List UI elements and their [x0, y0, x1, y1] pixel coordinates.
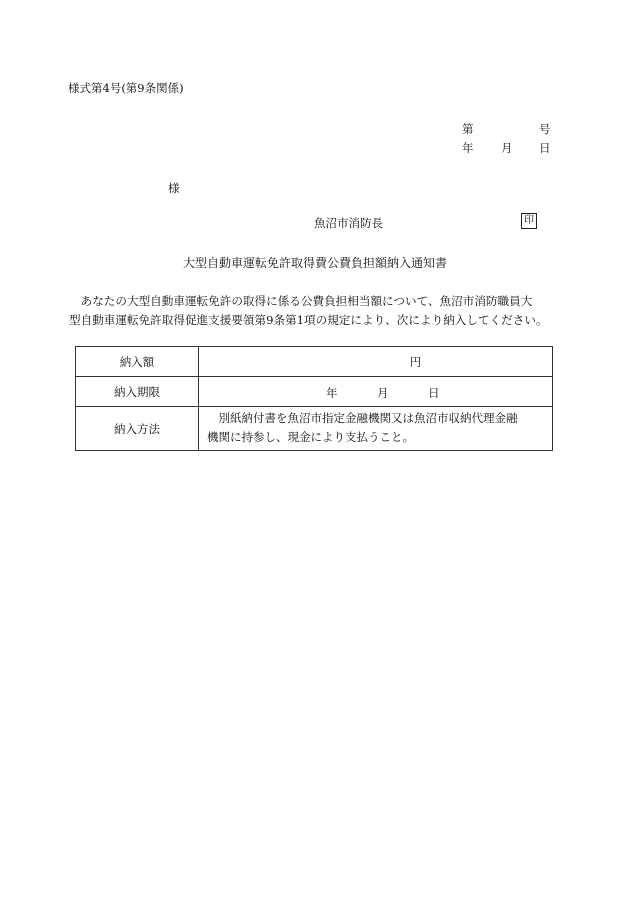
amount-label: 納入額	[76, 347, 199, 377]
period-label: 納入期限	[76, 377, 199, 407]
body-line-2: 型自動車運転免許取得促進支援要領第9条第1項の規定により、次により納入してください。	[69, 313, 548, 327]
table-row-method	[76, 407, 553, 451]
date-day: 日	[539, 141, 551, 155]
seal-mark: 印	[521, 213, 537, 229]
period-month: 月	[377, 386, 389, 400]
number-suffix: 号	[539, 122, 551, 136]
date-month: 月	[501, 141, 513, 155]
table-row-period	[76, 377, 553, 407]
number-prefix: 第	[462, 122, 474, 136]
period-value-cell	[199, 377, 553, 407]
method-line-2: 機関に持参し、現金により支払うこと。	[207, 430, 414, 444]
method-line-1: 別紙納付書を魚沼市指定金融機関又は魚沼市収納代理金融	[207, 411, 518, 425]
form-number: 様式第4号(第9条関係)	[68, 81, 184, 95]
amount-unit: 円	[409, 354, 422, 369]
method-value-cell	[199, 407, 553, 451]
period-year: 年	[326, 386, 338, 400]
method-label: 納入方法	[76, 407, 199, 451]
body-text	[69, 292, 569, 330]
amount-value-cell	[199, 347, 553, 377]
recipient-honorific: 様	[168, 181, 180, 195]
table-row-amount	[76, 347, 553, 377]
document-title: 大型自動車運転免許取得費公費負担額納入通知書	[182, 256, 447, 270]
payment-table	[75, 346, 553, 451]
period-day: 日	[428, 386, 440, 400]
body-line-1: あなたの大型自動車運転免許の取得に係る公費負担相当額について、魚沼市消防職員大	[69, 294, 533, 308]
date-year: 年	[462, 141, 474, 155]
issuer-name: 魚沼市消防長	[314, 216, 383, 230]
